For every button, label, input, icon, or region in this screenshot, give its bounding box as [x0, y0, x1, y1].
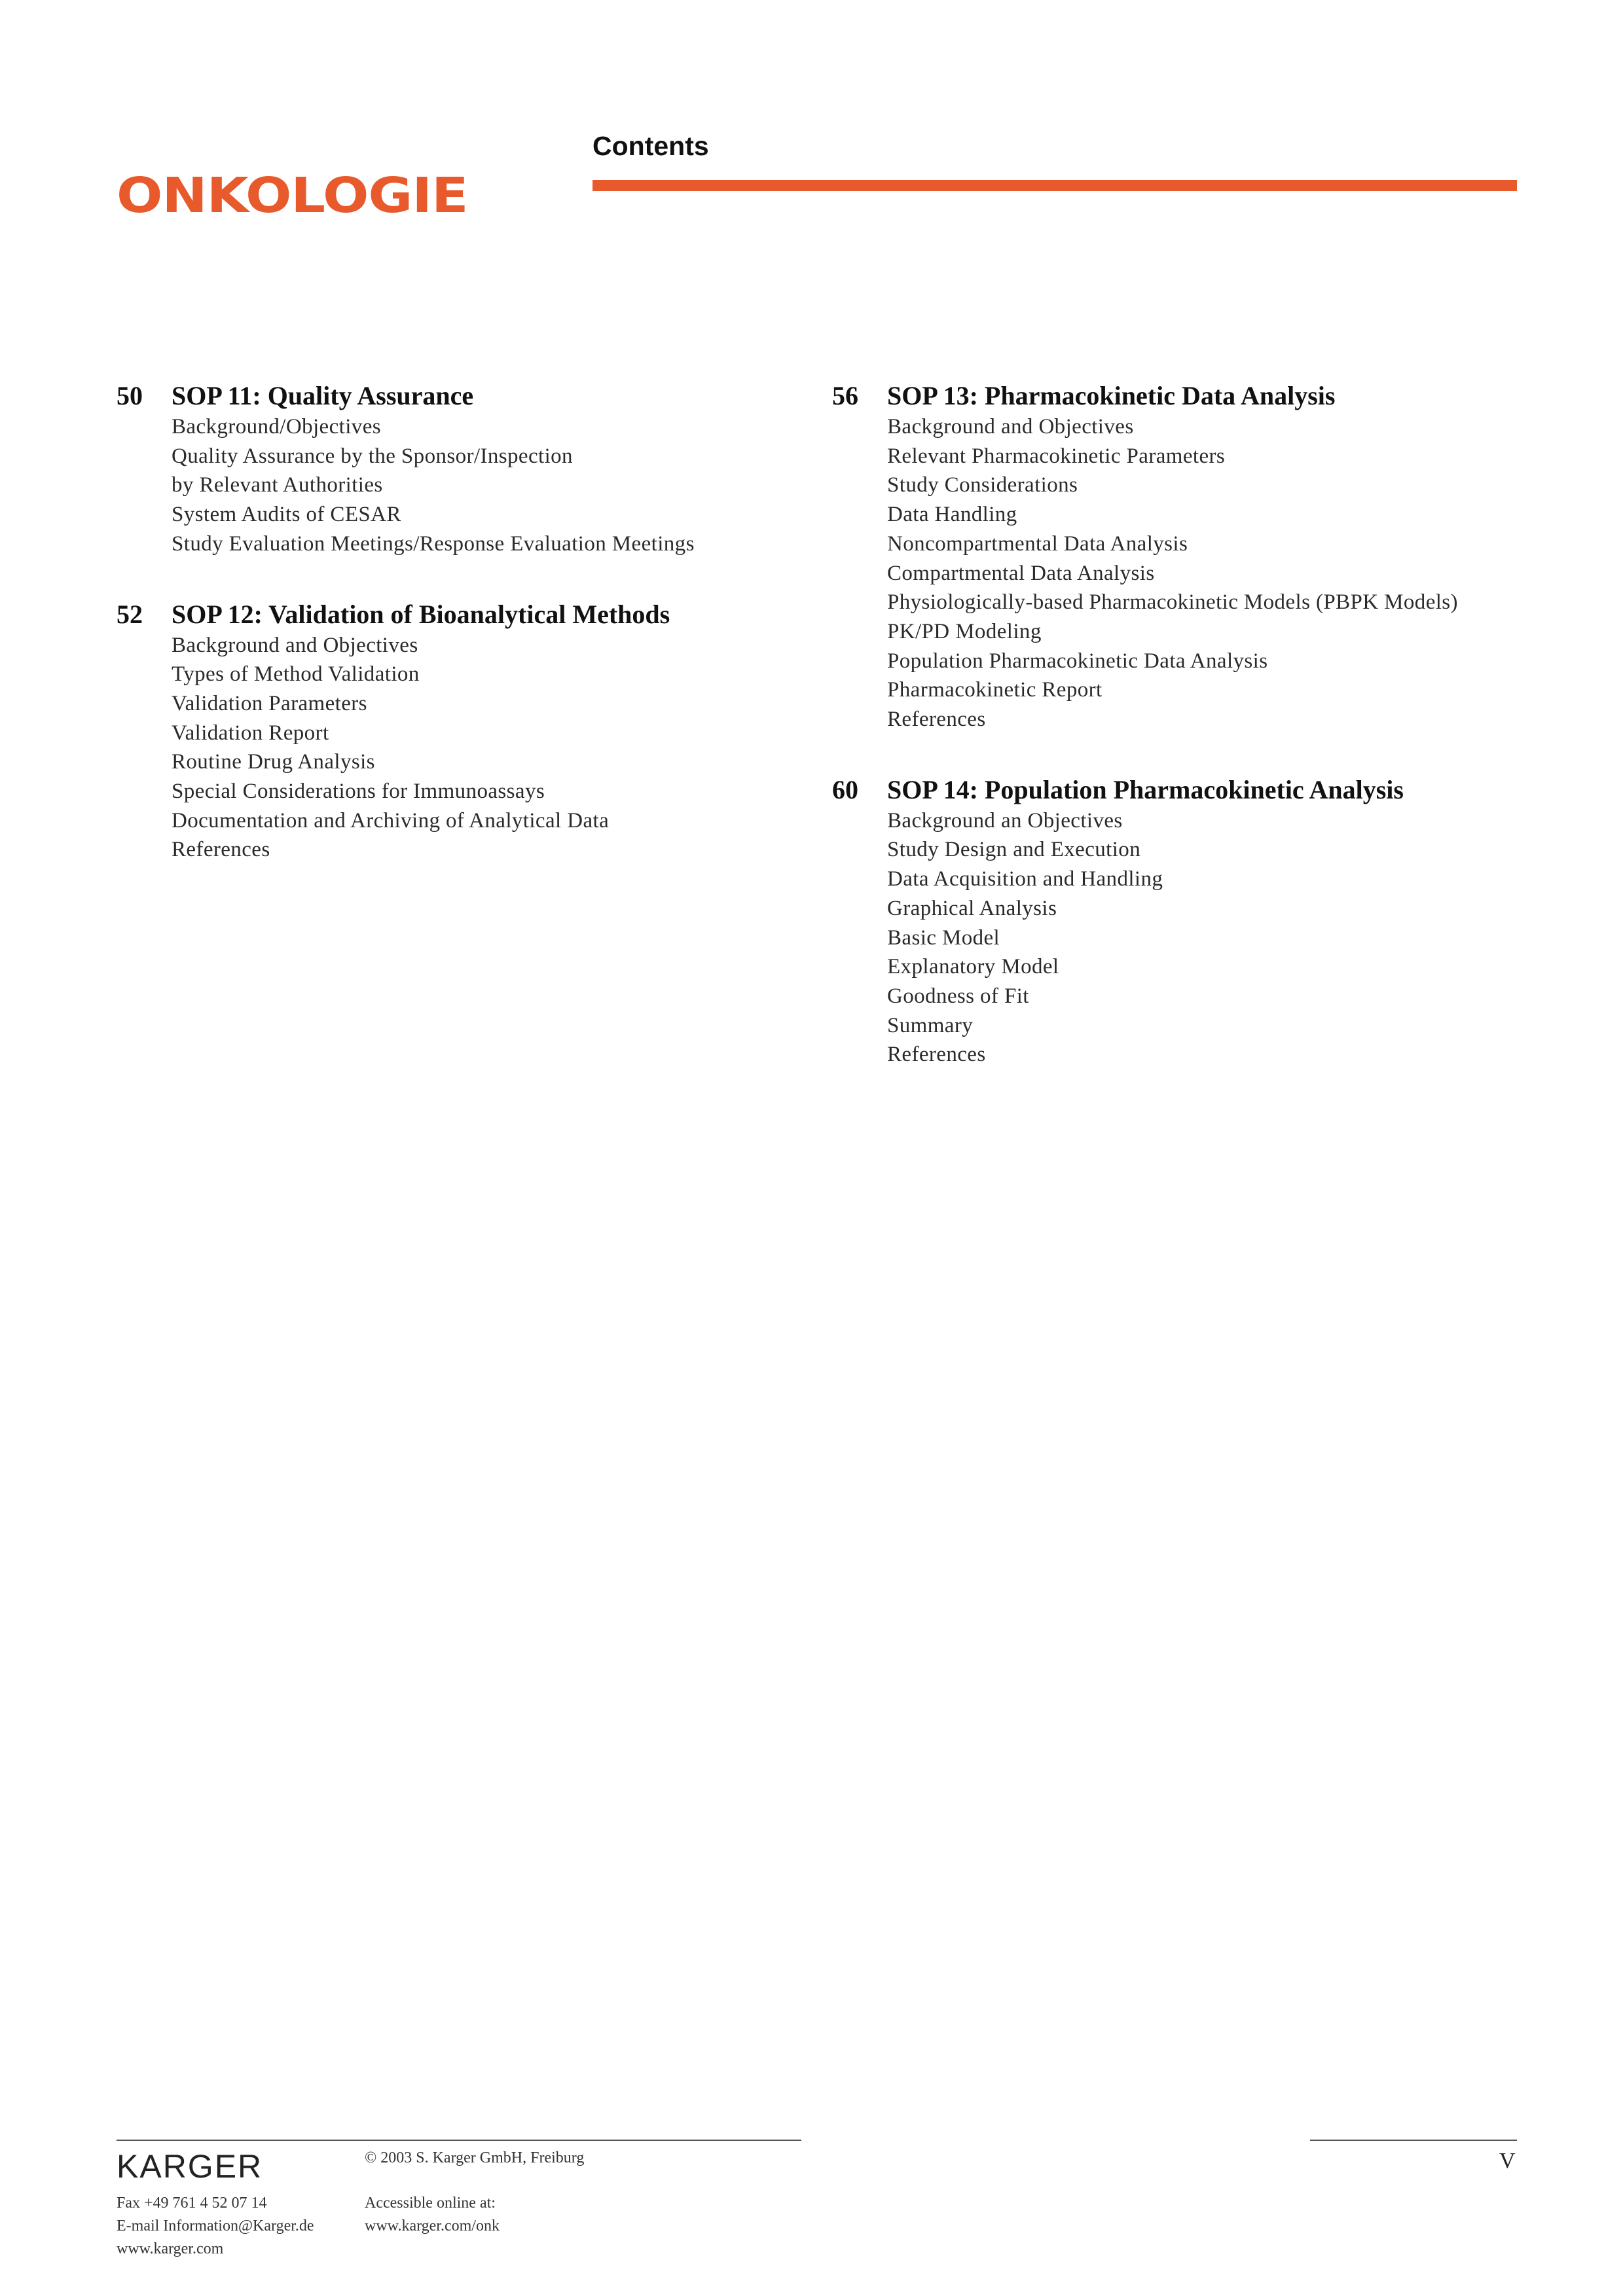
- toc-section: [832, 380, 1539, 734]
- toc-item: Background and Objectives: [172, 633, 418, 657]
- toc-item: References: [887, 708, 986, 732]
- toc-section: [117, 598, 824, 865]
- toc-item: Background/Objectives: [172, 415, 381, 439]
- footer-rule-left: [117, 2140, 801, 2141]
- toc-item: Physiologically-based Pharmacokinetic Models (PBPK Models): [887, 590, 1458, 615]
- journal-logo: ONKOLOGIE: [117, 168, 468, 224]
- toc-item: References: [887, 1043, 986, 1067]
- section-title: SOP 13: Pharmacokinetic Data Analysis: [887, 381, 1336, 410]
- toc-item: Study Evaluation Meetings/Response Evaluation Meetings: [172, 531, 695, 556]
- footer-rule-right: [1310, 2140, 1517, 2141]
- toc-item: Background an Objectives: [887, 808, 1123, 833]
- section-title: SOP 11: Quality Assurance: [172, 381, 474, 410]
- toc-item: Validation Report: [172, 721, 329, 745]
- online-access: [365, 2192, 500, 2238]
- toc-item: Special Considerations for Immunoassays: [172, 780, 545, 804]
- email-link[interactable]: E-mail Information@Karger.de: [117, 2217, 314, 2234]
- toc-item: Basic Model: [887, 925, 1000, 950]
- section-title: SOP 12: Validation of Bioanalytical Methods: [172, 599, 670, 629]
- toc-item: PK/PD Modeling: [887, 619, 1042, 643]
- toc-item: Documentation and Archiving of Analytical Data: [172, 808, 610, 833]
- contact-info: [117, 2192, 314, 2261]
- toc-item: Routine Drug Analysis: [172, 750, 375, 774]
- toc-item: Explanatory Model: [887, 955, 1059, 979]
- website-link[interactable]: www.karger.com: [117, 2240, 224, 2257]
- section-title: SOP 14: Population Pharmacokinetic Analysis: [887, 774, 1404, 804]
- toc-item: Goodness of Fit: [887, 984, 1029, 1008]
- toc-item: Relevant Pharmacokinetic Parameters: [887, 444, 1226, 468]
- toc-item: References: [172, 838, 270, 862]
- section-page-number: 52: [117, 599, 143, 629]
- copyright-notice: © 2003 S. Karger GmbH, Freiburg: [365, 2149, 585, 2166]
- toc-right-column: [832, 380, 1539, 1109]
- toc-item: Validation Parameters: [172, 691, 367, 715]
- toc-section: [117, 380, 824, 559]
- toc-item: Noncompartmental Data Analysis: [887, 531, 1188, 556]
- fax-number: Fax +49 761 4 52 07 14: [117, 2195, 267, 2212]
- toc-item: Pharmacokinetic Report: [887, 678, 1103, 702]
- toc-item: Data Handling: [887, 503, 1017, 527]
- toc-left-column: [117, 380, 824, 904]
- toc-item: Summary: [887, 1013, 974, 1037]
- toc-item: Graphical Analysis: [887, 896, 1057, 920]
- toc-item: Types of Method Validation: [172, 662, 420, 687]
- online-url-link[interactable]: www.karger.com/onk: [365, 2217, 500, 2234]
- section-page-number: 50: [117, 381, 143, 410]
- online-label: Accessible online at:: [365, 2195, 496, 2212]
- toc-item: Data Acquisition and Handling: [887, 867, 1163, 891]
- toc-item: Study Considerations: [887, 473, 1078, 497]
- toc-item: by Relevant Authorities: [172, 473, 383, 497]
- section-page-number: 56: [832, 381, 858, 410]
- toc-section: [832, 774, 1539, 1069]
- toc-item: Study Design and Execution: [887, 838, 1141, 862]
- publisher-logo: KARGER: [117, 2148, 263, 2185]
- toc-item: System Audits of CESAR: [172, 503, 401, 527]
- title-rule: [593, 180, 1517, 191]
- toc-item: Population Pharmacokinetic Data Analysis: [887, 649, 1268, 673]
- page-title: Contents: [593, 131, 709, 161]
- page-number: V: [1499, 2149, 1516, 2173]
- toc-item: Compartmental Data Analysis: [887, 561, 1155, 585]
- toc-item: Quality Assurance by the Sponsor/Inspection: [172, 444, 573, 468]
- section-page-number: 60: [832, 774, 858, 804]
- toc-item: Background and Objectives: [887, 415, 1134, 439]
